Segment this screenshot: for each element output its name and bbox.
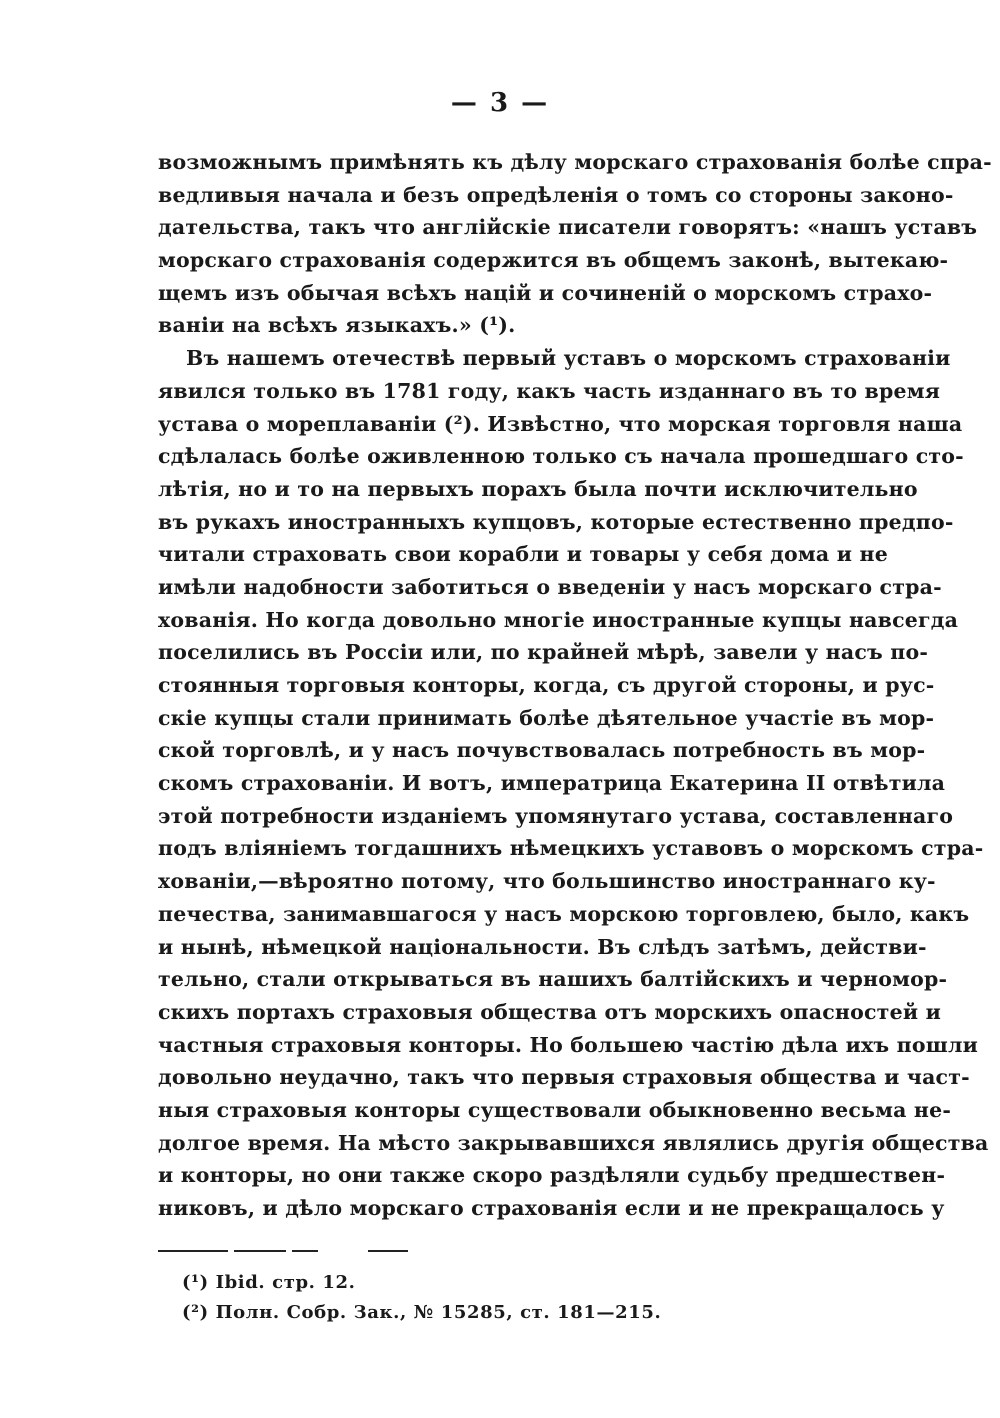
text-line: скіе купцы стали принимать болѣе дѣятельное участіе въ мор- <box>158 705 935 730</box>
text-line: частныя страховыя конторы. Но большею частію дѣла ихъ пошли <box>158 1032 979 1057</box>
text-line: ской торговлѣ, и у насъ почувствовалась потребность въ мор- <box>158 738 926 763</box>
page-number: — 3 — <box>450 88 550 118</box>
text-line: щемъ изъ обычая всѣхъ націй и сочиненій о морскомъ страхо- <box>158 280 933 305</box>
text-line: читали страховать свои корабли и товары у себя дома и не <box>158 542 888 567</box>
text-line: хованіи,—вѣроятно потому, что большинство иностраннаго ку- <box>158 869 936 894</box>
text-line: морскаго страхованія содержится въ общемъ законѣ, вытекаю- <box>158 248 949 273</box>
text-line: печества, занимавшагося у насъ морскою торговлею, было, какъ <box>158 901 970 926</box>
body-text <box>158 146 992 1225</box>
text-line: скихъ портахъ страховыя общества отъ морскихъ опасностей и <box>158 999 941 1024</box>
text-line: никовъ, и дѣло морскаго страхованія если и не прекращалось у <box>158 1196 945 1220</box>
text-line: лѣтія, но и то на первыхъ порахъ была почти исключительно <box>158 476 918 501</box>
paragraph-start-line: Въ нашемъ отечествѣ первый уставъ о морскомъ страхованіи <box>186 346 951 371</box>
footnote-2: (²) Полн. Собр. Зак., № 15285, ст. 181—215. <box>182 1302 662 1323</box>
text-line: и конторы, но они также скоро раздѣляли судьбу предшествен- <box>158 1163 946 1188</box>
text-line: стоянныя торговыя конторы, когда, съ другой стороны, и рус- <box>158 673 935 697</box>
footnotes <box>182 1268 882 1328</box>
text-line: ведливыя начала и безъ опредѣленія о томъ со стороны законо- <box>158 182 954 207</box>
text-line: поселились въ Россіи или, по крайней мѣрѣ, завели у насъ по- <box>158 640 929 665</box>
footnote-1: (¹) Ibid. стр. 12. <box>182 1272 356 1293</box>
text-line: скомъ страхованіи. И вотъ, императрица Екатерина II отвѣтила <box>158 771 946 796</box>
text-line: возможнымъ примѣнять къ дѣлу морскаго страхованія болѣе спра- <box>158 150 992 174</box>
text-line: ваніи на всѣхъ языкахъ.» (¹). <box>158 313 516 338</box>
text-line: въ рукахъ иностранныхъ купцовъ, которые естественно предпо- <box>158 509 954 534</box>
text-line: подъ вліяніемъ тогдашнихъ нѣмецкихъ уставовъ о морскомъ стра- <box>158 836 984 861</box>
text-line: долгое время. На мѣсто закрывавшихся являлись другія общества <box>158 1130 989 1155</box>
footnote-divider <box>158 1250 408 1252</box>
text-line: и нынѣ, нѣмецкой національности. Въ слѣдъ затѣмъ, действи- <box>158 934 927 959</box>
text-line: хованія. Но когда довольно многіе иностранные купцы навсегда <box>158 607 959 632</box>
text-line: довольно неудачно, такъ что первыя страховыя общества и част- <box>158 1065 970 1090</box>
text-line: имѣли надобности заботиться о введеніи у насъ морскаго стра- <box>158 574 942 599</box>
text-line: ныя страховыя конторы существовали обыкновенно весьма не- <box>158 1097 952 1122</box>
text-line: тельно, стали открываться въ нашихъ балтійскихъ и черномор- <box>158 967 948 992</box>
text-line: дательства, такъ что англійскіе писатели говорятъ: «нашъ уставъ <box>158 215 978 240</box>
text-line: устава о мореплаваніи (²). Извѣстно, что морская торговля наша <box>158 411 963 436</box>
text-line: явился только въ 1781 году, какъ часть изданнаго въ то время <box>158 378 941 403</box>
text-line: этой потребности изданіемъ упомянутаго устава, составленнаго <box>158 803 954 828</box>
text-line: сдѣлалась болѣе оживленною только съ начала прошедшаго сто- <box>158 444 964 469</box>
